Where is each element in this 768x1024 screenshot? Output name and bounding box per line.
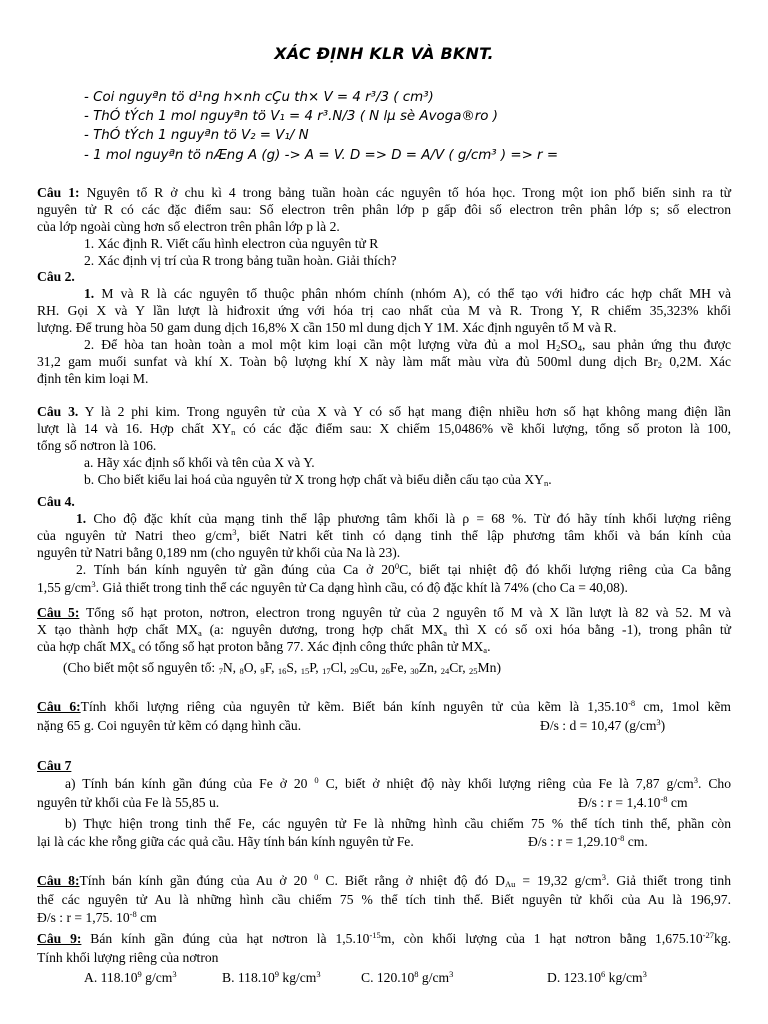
q5-line-2: X tạo thành hợp chất $MX_a$ (a: nguyên dương, trong hợp chất $MX_a$ thì X có số oxi hóa bằng -1), trong phân tử [37,622,731,638]
q9-option-d[interactable]: D. 123.10$^6$ $kg/cm^3$ [547,969,647,985]
q9-option-c[interactable]: C. 120.10$^8$ $g/cm^3$ [361,969,454,985]
element-mn: $_{25}$Mn [469,660,497,676]
q1-item-2: 2. Xác định vị trí của R trong bảng tuần hoàn. Giải thích? [84,253,397,268]
q9-line-1: Câu 9: Bán kính gần đúng của hạt nơtron là $1,5.10^{-15}m$, còn khối lượng của 1 hạt nơtron bằng $1,675.10^{-27}kg$. [37,930,731,946]
q2-p2-line-3: định tên kim loại M. [37,371,149,386]
element-cu: $_{29}$Cu [350,660,375,676]
element-cl: $_{17}$Cl [322,660,344,676]
element-n: $_7$N [218,660,233,676]
q5-given-elements: (Cho biết một số nguyên tố: $_7$N, $_8$O, $_9$F, $_{16}$S, $_{15}$P, $_{17}$Cl, $_{29}$Cu, $_{26}$Fe, $_{30}$Zn, $_{24}$Cr, $_{25}$Mn) [63,660,501,676]
q1-item-1: 1. Xác định R. Viết cấu hình electron của nguyên tử R [84,236,379,251]
q2-p2-line-1: 2. Để hòa tan hoàn toàn a mol một kim loại cần một lượng vừa đủ a mol $H_2SO_4$, sau phản ứng thu được [84,337,731,353]
q2-p2-line-2: 31,2 gam muối sunfat và khí X. Toàn bộ lượng khí X này làm mất màu vừa đủ 500ml dung dịch $Br_2$ 0,2M. Xác [37,354,731,370]
q7a-answer: Đ/s : $r = 1,4.10^{-8}$ cm [578,794,688,810]
q1-line-2: nguyên tử R có các đặc điểm sau: Số electron trên phân lớp p gấp đôi số electron trên phân lớp s; số electron [37,202,731,217]
formula-line-4: - 1 mol nguyªn tö nÆng A (g) -> A = V. D => D = A/V ( g/cm³ ) => r = [84,148,559,163]
q1-label: Câu 1: [37,185,80,200]
q7a-line-1: a) Tính bán kính gần đúng của Fe ở 20 $^0$ C, biết ở nhiệt độ này khối lượng riêng của Fe là 7,87 $g/cm^3$. Cho [65,775,731,791]
q4-p1-line-3: nguyên tử Natri bằng 0,189 nm (cho nguyên tử khối của Na là 23). [37,545,401,560]
q2-label: Câu 2. [37,269,75,284]
element-f: $_9$F [260,660,272,676]
q2-p1-line-2: RH. Gọi X và Y lần lượt là hiđroxit ứng với hóa trị cao nhất của M và R. Trong Y, R chiếm 35,323% khối [37,303,731,318]
element-fe: $_{26}$Fe [381,660,404,676]
q7b-line-1: b) Thực hiện trong tinh thể Fe, các nguyên tử Fe là những hình cầu chiếm 75 % thể tích tinh thể, phần còn [65,816,731,831]
q4-label: Câu 4. [37,494,75,509]
q3-item-b: b. Cho biết kiểu lai hoá của nguyên tử X trong hợp chất và biểu diễn cấu tạo của $XY_n$. [84,472,552,488]
element-p: $_{15}$P [300,660,316,676]
element-o: $_8$O [239,660,254,676]
element-cr: $_{24}$Cr [440,660,463,676]
q6-answer: Đ/s : d = 10,47 $(g/cm^3)$ [540,717,666,733]
q7a-line-2: nguyên tử khối của Fe là 55,85 u. [37,795,220,810]
q1-line-3: của lớp ngoài cùng hơn số electron trên phân lớp p là 2. [37,219,340,234]
q8-line-1: Câu 8:Tính bán kính gần đúng của Au ở 20 $^0$ C. Biết rằng ở nhiệt độ đó $D_{Au} = 19,32$ $g/cm^3$. Giả thiết trong tinh [37,872,731,889]
formula-line-3: - ThÓ tÝch 1 nguyªn tö V₂ = V₁/ N [84,128,309,143]
q2-p1-line-3: lượng. Để trung hòa 50 gam dung dịch 16,8% X cần 150 ml dung dịch Y 1M. Xác định nguyên tố M và R. [37,320,617,335]
q3-line-3: tổng số nơtron là 106. [37,438,157,453]
q4-p2-line-1: 2. Tính bán kính nguyên tử gần đúng của Ca ở $20^0C$, biết tại nhiệt độ đó khối lượng riêng của Ca bằng [76,561,731,577]
q6-line-2: nặng 65 g. Coi nguyên tử kẽm có dạng hình cầu. [37,718,302,733]
formula-line-1: - Coi nguyªn tö d¹ng h×nh cÇu th× V = 4 r³/3 ( cm³) [84,90,434,105]
formula-line-2: - ThÓ tÝch 1 mol nguyªn tö V₁ = 4 r³.N/3 ( N lµ sè Avoga®ro ) [84,109,498,124]
q9-option-a[interactable]: A. 118.10$^9$ $g/cm^3$ [84,969,177,985]
q4-p2-line-2: 1,55 $g/cm^3$. Giả thiết trong tinh thể các nguyên tử Ca dạng hình cầu, có độ đặc khít là 74% (cho Ca = 40,08). [37,579,628,595]
q7b-answer: Đ/s : $r = 1,29.10^{-8}$ cm. [528,833,648,849]
q9-line-2: Tính khối lượng riêng của nơtron [37,950,219,965]
element-zn: $_{30}$Zn [410,660,434,676]
q3-line-1: Câu 3. Y là 2 phi kim. Trong nguyên tử của X và Y có số hạt mang điện nhiều hơn số hạt không mang điện lần [37,404,731,419]
q7-label: Câu 7 [37,758,72,773]
q8-answer: Đ/s : r = 1,75. $10^{-8}$ cm [37,909,157,925]
q3-label: Câu 3. [37,404,79,419]
q8-line-2: thể các nguyên tử Au là những hình cầu chiếm 75 % thể tích tinh thể. Biết nguyên tử khối của Au là 196,97. [37,892,731,907]
q3-line-2: lượt là 14 và 16. Hợp chất $XY_n$ có các đặc điểm sau: X chiếm 15,0486% về khối lượng, tổng số proton là 100, [37,421,732,437]
q7b-line-2: lại là các khe rỗng giữa các quả cầu. Hãy tính bán kính nguyên tử Fe. [37,834,414,849]
element-list: $_7$N, $_8$O, $_9$F, $_{16}$S, $_{15}$P, $_{17}$Cl, $_{29}$Cu, $_{26}$Fe, $_{30}$Zn, $_{24}$Cr, $_{25}$Mn [218,660,497,676]
q1-line-1: Câu 1: Nguyên tố R ở chu kì 4 trong bảng tuần hoàn các nguyên tố hóa học. Trong một ion phổ biến sinh ra từ [37,185,731,200]
q9-label: Câu 9: [37,931,82,946]
q8-label: Câu 8: [37,873,80,888]
q2-p1-line-1: 1. M và R là các nguyên tố thuộc phân nhóm chính (nhóm A), có thể tạo với hiđro các hợp chất MH và [84,286,731,301]
q5-label: Câu 5: [37,605,80,620]
q4-p1-line-1: 1. Cho độ đặc khít của mạng tinh thể lập phương tâm khối là ρ = 68 %. Từ đó hãy tính khối lượng riêng [76,511,731,526]
q4-p1-line-2: của nguyên tử Natri theo $g/cm^3$, biết Natri kết tinh có dạng tinh thể lập phương tâm khối và bán kính của [37,527,731,543]
q3-item-a: a. Hãy xác định số khối và tên của X và Y. [84,455,315,470]
q6-label: Câu 6: [37,699,81,714]
q5-line-1: Câu 5: Tổng số hạt proton, nơtron, electron trong nguyên tử của 2 nguyên tố M và X lần lượt là 82 và 52. M và [37,605,731,620]
page-title: XÁC ĐỊNH KLR VÀ BKNT. [274,44,494,63]
q9-option-b[interactable]: B. 118.10$^9$ $kg/cm^3$ [222,969,321,985]
q5-line-3: của hợp chất $MX_a$ có tổng số hạt proton bằng 77. Xác định công thức phân tử $MX_a$. [37,639,491,655]
element-s: $_{16}$S [277,660,294,676]
q6-line-1: Câu 6:Tính khối lượng riêng của nguyên tử kẽm. Biết bán kính nguyên tử của kẽm là $1,35.10^{-8}$ cm, 1mol kẽm [37,698,731,714]
